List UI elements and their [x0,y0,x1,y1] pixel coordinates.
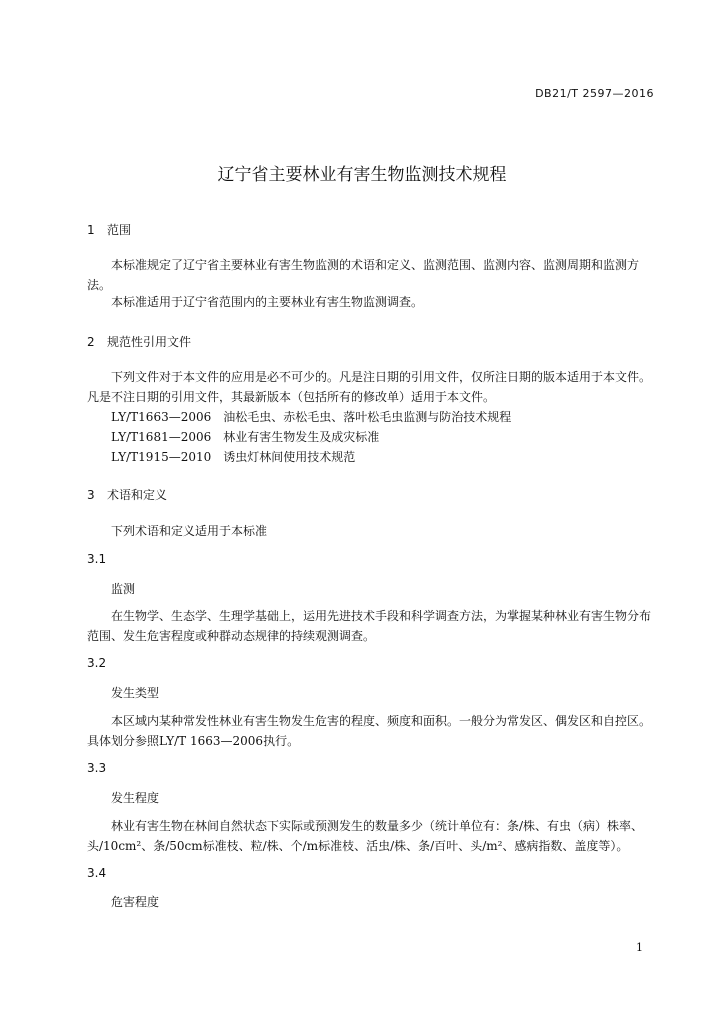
term-definition: 在生物学、生态学、生理学基础上，运用先进技术手段和科学调查方法，为掌握某种林业有害生物分布范围、发生危害程度或种群动态规律的持续观测调查。 [87,609,652,643]
term-number: 3.2 [87,656,107,670]
section-title: 范围 [107,223,132,237]
terms-intro: 下列术语和定义适用于本标准 [111,524,268,538]
standard-code: DB21/T 2597—2016 [535,87,654,100]
term-definition: 本区域内某种常发性林业有害生物发生危害的程度、频度和面积。一般分为常发区、偶发区和自控区。具体划分参照LY/T 1663—2006执行。 [87,714,652,748]
reference-item: LY/T1681—2006 林业有害生物发生及成灾标准 [111,430,380,444]
term-name: 危害程度 [111,895,160,909]
section-heading-scope [87,221,131,238]
section-number: 2 [87,335,95,349]
section-title: 规范性引用文件 [107,335,192,349]
term-definition: 林业有害生物在林间自然状态下实际或预测发生的数量多少（统计单位有：条/株、有虫（病）株率、头/10cm²、条/50cm标准枝、粒/株、个/m标准枝、活虫/株、条/百叶、头/m²、感病指数、盖度等）。 [87,819,644,853]
term-name: 发生类型 [111,686,160,700]
section-heading-terms [87,486,167,503]
term-name: 监测 [111,582,136,596]
term-number: 3.4 [87,866,107,880]
section-number: 3 [87,488,95,502]
reference-item: LY/T1915—2010 诱虫灯林间使用技术规范 [111,450,356,464]
term-name: 发生程度 [111,791,160,805]
references-paragraph: 下列文件对于本文件的应用是必不可少的。凡是注日期的引用文件，仅所注日期的版本适用于本文件。凡是不注日期的引用文件，其最新版本（包括所有的修改单）适用于本文件。 [87,370,652,404]
term-number: 3.1 [87,552,107,566]
reference-item: LY/T1663—2006 油松毛虫、赤松毛虫、落叶松毛虫监测与防治技术规程 [111,410,512,424]
page-number: 1 [636,941,643,954]
section-number: 1 [87,223,95,237]
section-title: 术语和定义 [107,488,168,502]
document-title: 辽宁省主要林业有害生物监测技术规程 [217,165,507,185]
term-number: 3.3 [87,761,107,775]
scope-paragraph-2: 本标准适用于辽宁省范围内的主要林业有害生物监测调查。 [111,295,424,309]
scope-paragraph-1: 本标准规定了辽宁省主要林业有害生物监测的术语和定义、监测范围、监测内容、监测周期和监测方法。 [87,258,640,292]
section-heading-references [87,333,191,350]
